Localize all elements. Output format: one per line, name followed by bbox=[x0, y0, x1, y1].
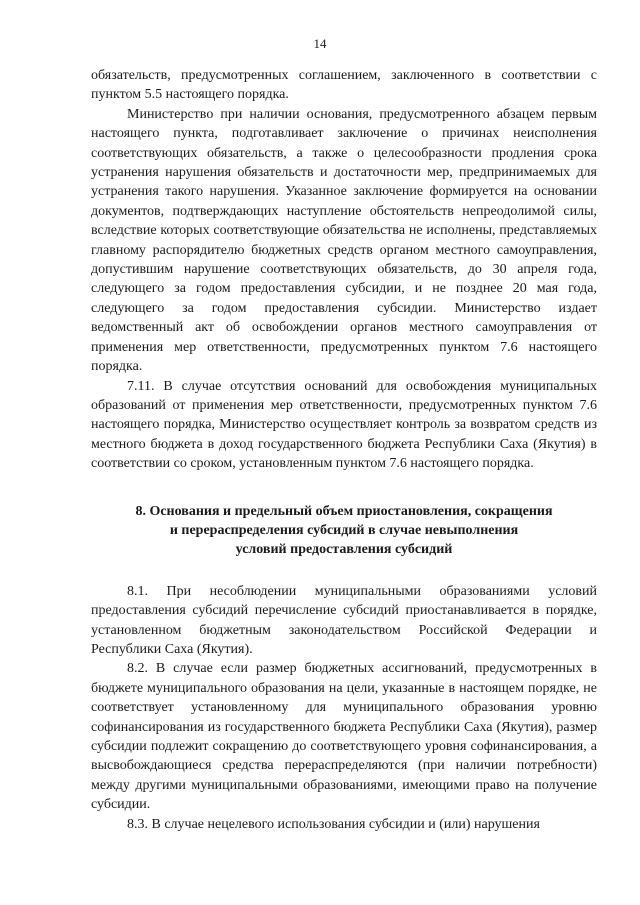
section-heading-line: условий предоставления субсидий bbox=[235, 542, 453, 558]
paragraph: 8.1. При несоблюдении муниципальными образованиями условий предоставления субсидий перечисление субсидий приостанавливается в порядке, установленном бюджетным законодательством Российской Федерации и Республики Саха (Якутия). bbox=[91, 583, 597, 657]
section-heading-line: 8. Основания и предельный объем приостановления, сокращения bbox=[135, 503, 553, 519]
paragraph: 8.2. В случае если размер бюджетных ассигнований, предусмотренных в бюджете муниципального образования на цели, указанные в настоящем порядке, не соответствует установленному для муниципального образования уровню софинансирования из государственного бюджета Республики Саха (Якутия), размер субсидии подлежит сокращению до соответствующего уровня софинансирования, а высвобождающиеся средства перераспределяются (при наличии потребности) между другими муниципальными образованиями, имеющими право на получение субсидии. bbox=[91, 661, 597, 813]
paragraph: Министерство при наличии основания, предусмотренного абзацем первым настоящего пункта, подготавливает заключение о причинах неисполнения соответствующих обязательств, а также о целесообразности продления срока устранения нарушения обязательств и достаточности мер, предпринимаемых для устранения такого нарушения. Указанное заключение формируется на основании документов, подтверждающих наступление обстоятельств непреодолимой силы, вследствие которых соответствующие обязательства не исполнены, представляемых главному распорядителю бюджетных средств органом местного самоуправления, допустившим нарушение соответствующих обязательств, до 30 апреля года, следующего за годом предоставления субсидии, и не позднее 20 мая года, следующего за годом предоставления субсидии. Министерство издает ведомственный акт об освобождении органов местного самоуправления от применения мер ответственности, предусмотренных пунктом 7.6 настоящего порядка. bbox=[91, 106, 597, 375]
paragraph: 7.11. В случае отсутствия оснований для освобождения муниципальных образований от применения мер ответственности, предусмотренных пунктом 7.6 настоящего порядка, Министерство осуществляет контроль за возвратом средств из местного бюджета в доход государственного бюджета Республики Саха (Якутия) в соответствии со сроком, установленным пунктом 7.6 настоящего порядка. bbox=[91, 378, 597, 472]
paragraphs-after bbox=[91, 582, 597, 834]
section-heading-line: и перераспределения субсидий в случае невыполнения bbox=[169, 522, 519, 538]
paragraph: 8.3. В случае нецелевого использования субсидии и (или) нарушения bbox=[127, 816, 540, 832]
paragraph: обязательств, предусмотренных соглашением, заключенного в соответствии с пунктом 5.5 настоящего порядка. bbox=[91, 68, 597, 103]
page-number: 14 bbox=[313, 36, 327, 51]
document-body bbox=[91, 66, 597, 834]
paragraphs-before bbox=[91, 66, 597, 474]
section-heading bbox=[91, 502, 597, 560]
